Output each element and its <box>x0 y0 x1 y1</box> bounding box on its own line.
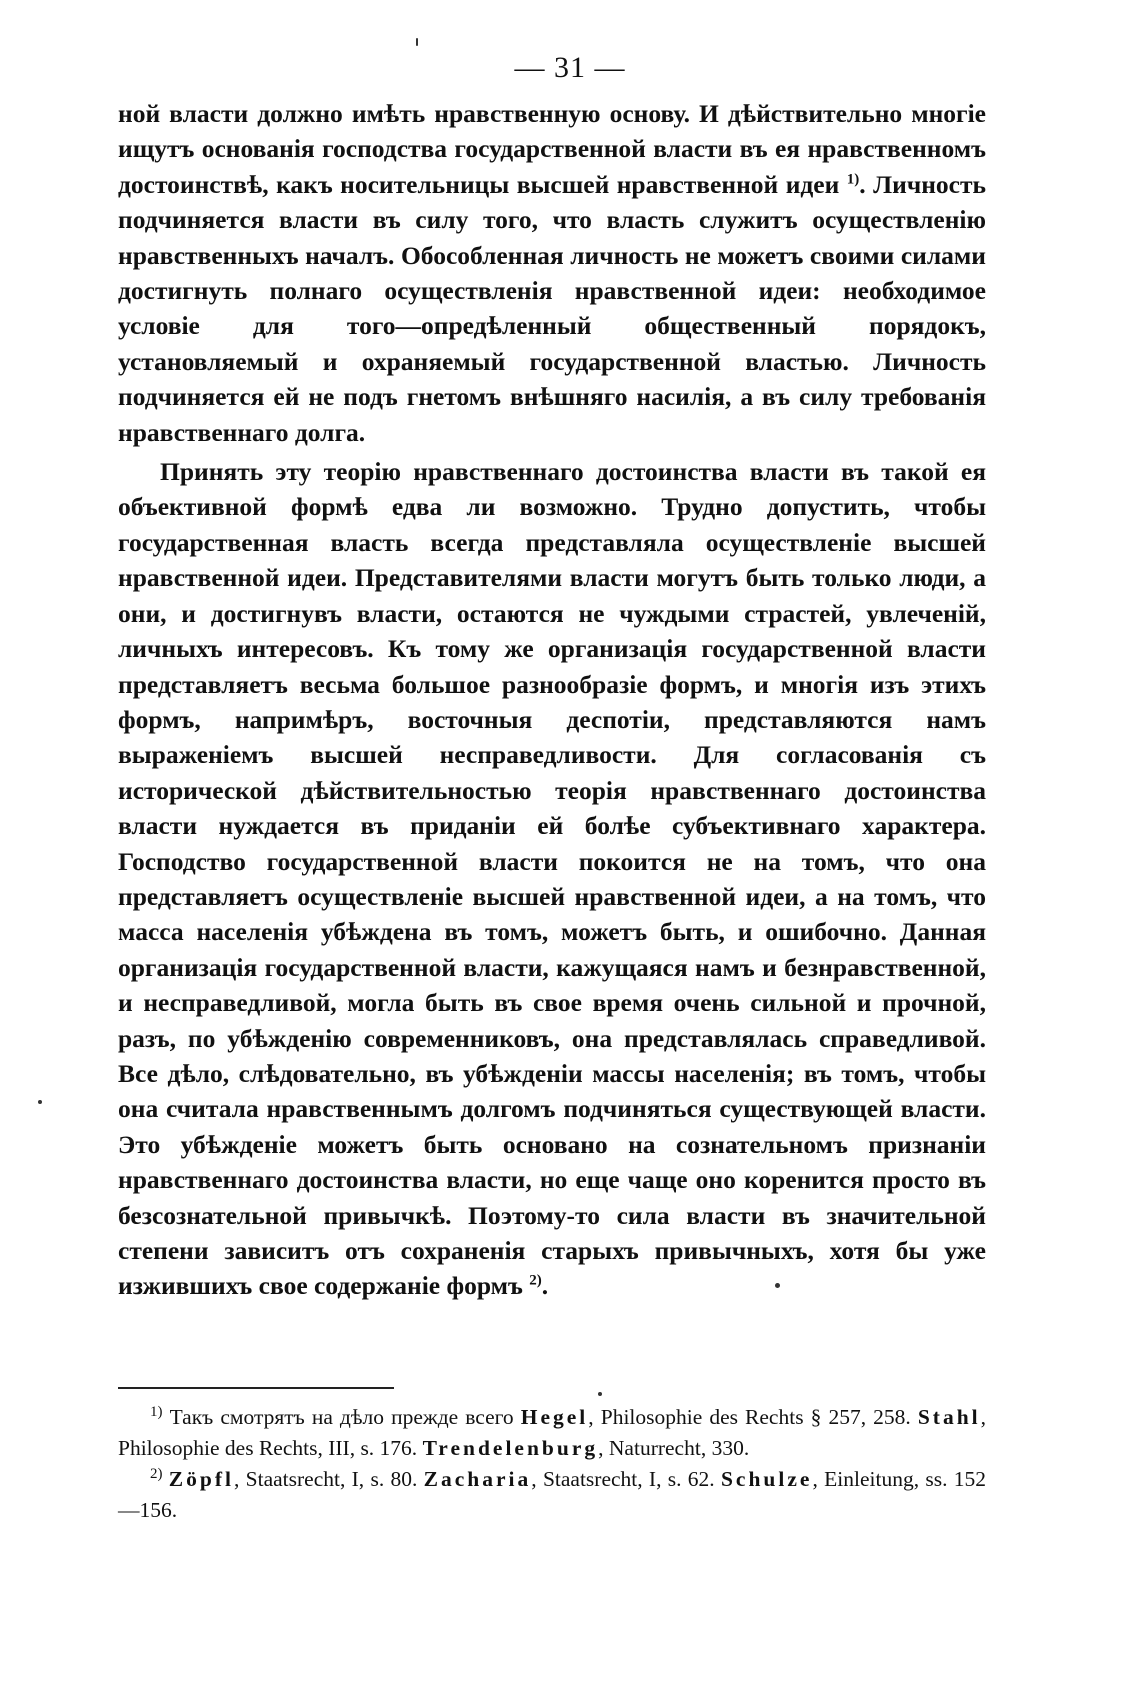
footnote-marker: 1) <box>150 1403 163 1420</box>
author-name: Stahl <box>917 1405 981 1429</box>
footnote-reference[interactable]: 1) <box>846 171 860 188</box>
paragraph-text: . <box>541 1271 549 1301</box>
speck <box>775 1283 780 1288</box>
paragraph-text: ной власти должно имѣть нравственную основу. И дѣйствительно многіе ищутъ основанія господства государственной власти въ ея нравственномъ достоинствѣ, какъ носительницы высшей нравственной идеи <box>118 99 986 199</box>
paragraph-text: Принять эту теорію нравственнаго достоинства власти въ такой ея объективной формѣ едва ли возможно. Трудно допустить, чтобы государственная власть всегда представляла осуществленіе высшей нравственной идеи. Представителями власти могутъ быть только люди, а они, и достигнувъ власти, остаются не чуждыми страстей, увлеченій, личныхъ интересовъ. Къ тому же организація государственной власти представляетъ весьма большое разнообразіе формъ, и многія изъ этихъ формъ, напримѣръ, восточныя деспотіи, представляются намъ выраженіемъ высшей несправедливости. Для согласованія съ исторической дѣйствительностью теорія нравственнаго достоинства власти нуждается въ приданіи ей болѣе субъективнаго характера. Господство государственной власти покоится не на томъ, что она представляетъ осуществленіе высшей нравственной идеи, а на томъ, что масса населенія убѣждена въ томъ, можетъ быть, и ошибочно. Данная организація государственной власти, кажущаяся намъ и безнравственной, и несправедливой, могла быть въ свое время очень сильной и прочной, разъ, по убѣжденію современниковъ, она представлялась справедливой. Все дѣло, слѣдовательно, въ убѣжденіи массы населенія; въ томъ, чтобы она считала нравственнымъ долгомъ подчиняться существующей власти. Это убѣжденіе можетъ быть основано на сознательномъ признаніи нравственнаго достоинства власти, но еще чаще оно коренится просто въ безсознательной привычкѣ. Поэтому-то сила власти въ значительной степени зависитъ отъ сохраненія старыхъ привычныхъ, хотя бы уже изжившихъ свое содержаніе формъ <box>118 457 986 1301</box>
page-number: — 31 — <box>514 51 626 84</box>
paragraph <box>118 454 986 1304</box>
author-name: Hegel <box>520 1405 589 1429</box>
footnote-text: Такъ смотрятъ на дѣло прежде всего <box>169 1405 521 1429</box>
footnote-text: , Naturrecht, 330. <box>598 1436 750 1460</box>
author-name: Zacharia <box>423 1467 532 1491</box>
paragraph <box>118 96 986 450</box>
footnote-text: , Staatsrecht, I, s. 62. <box>531 1467 721 1491</box>
speck <box>416 38 418 46</box>
footnote-divider <box>118 1387 394 1389</box>
footnote <box>118 1402 986 1464</box>
paragraph-text: . Личность подчиняется власти въ силу того, что власть служитъ осуществленію нравственныхъ началъ. Обособленная личность не можетъ своими силами достигнуть полнаго осуществленія нравственной идеи: необходимое условіе для того—опредѣленный общественный порядокъ, установляемый и охраняемый государственной властью. Личность подчиняется ей не подъ гнетомъ внѣшняго насилія, а въ силу требованія нравственнаго долга. <box>118 169 986 447</box>
speck <box>38 1100 42 1104</box>
footnote-text: , Staatsrecht, I, s. 80. <box>233 1467 424 1491</box>
main-text <box>118 96 986 1304</box>
footnote-reference[interactable]: 2) <box>529 1272 542 1289</box>
footnote-text: , Philosophie des Rechts, III, s. 176. <box>118 1405 987 1460</box>
footnote-marker: 2) <box>150 1465 163 1482</box>
footnote <box>118 1464 986 1526</box>
author-name: Zöpfl <box>168 1467 234 1491</box>
author-name: Schulze <box>720 1467 813 1491</box>
footnotes <box>118 1402 986 1526</box>
footnote-text: , Philosophie des Rechts § 257, 258. <box>588 1405 918 1429</box>
speck <box>598 1392 602 1396</box>
author-name: Trendelenburg <box>422 1436 599 1460</box>
footnote-text: , Einleitung, ss. 152—156. <box>118 1467 987 1522</box>
